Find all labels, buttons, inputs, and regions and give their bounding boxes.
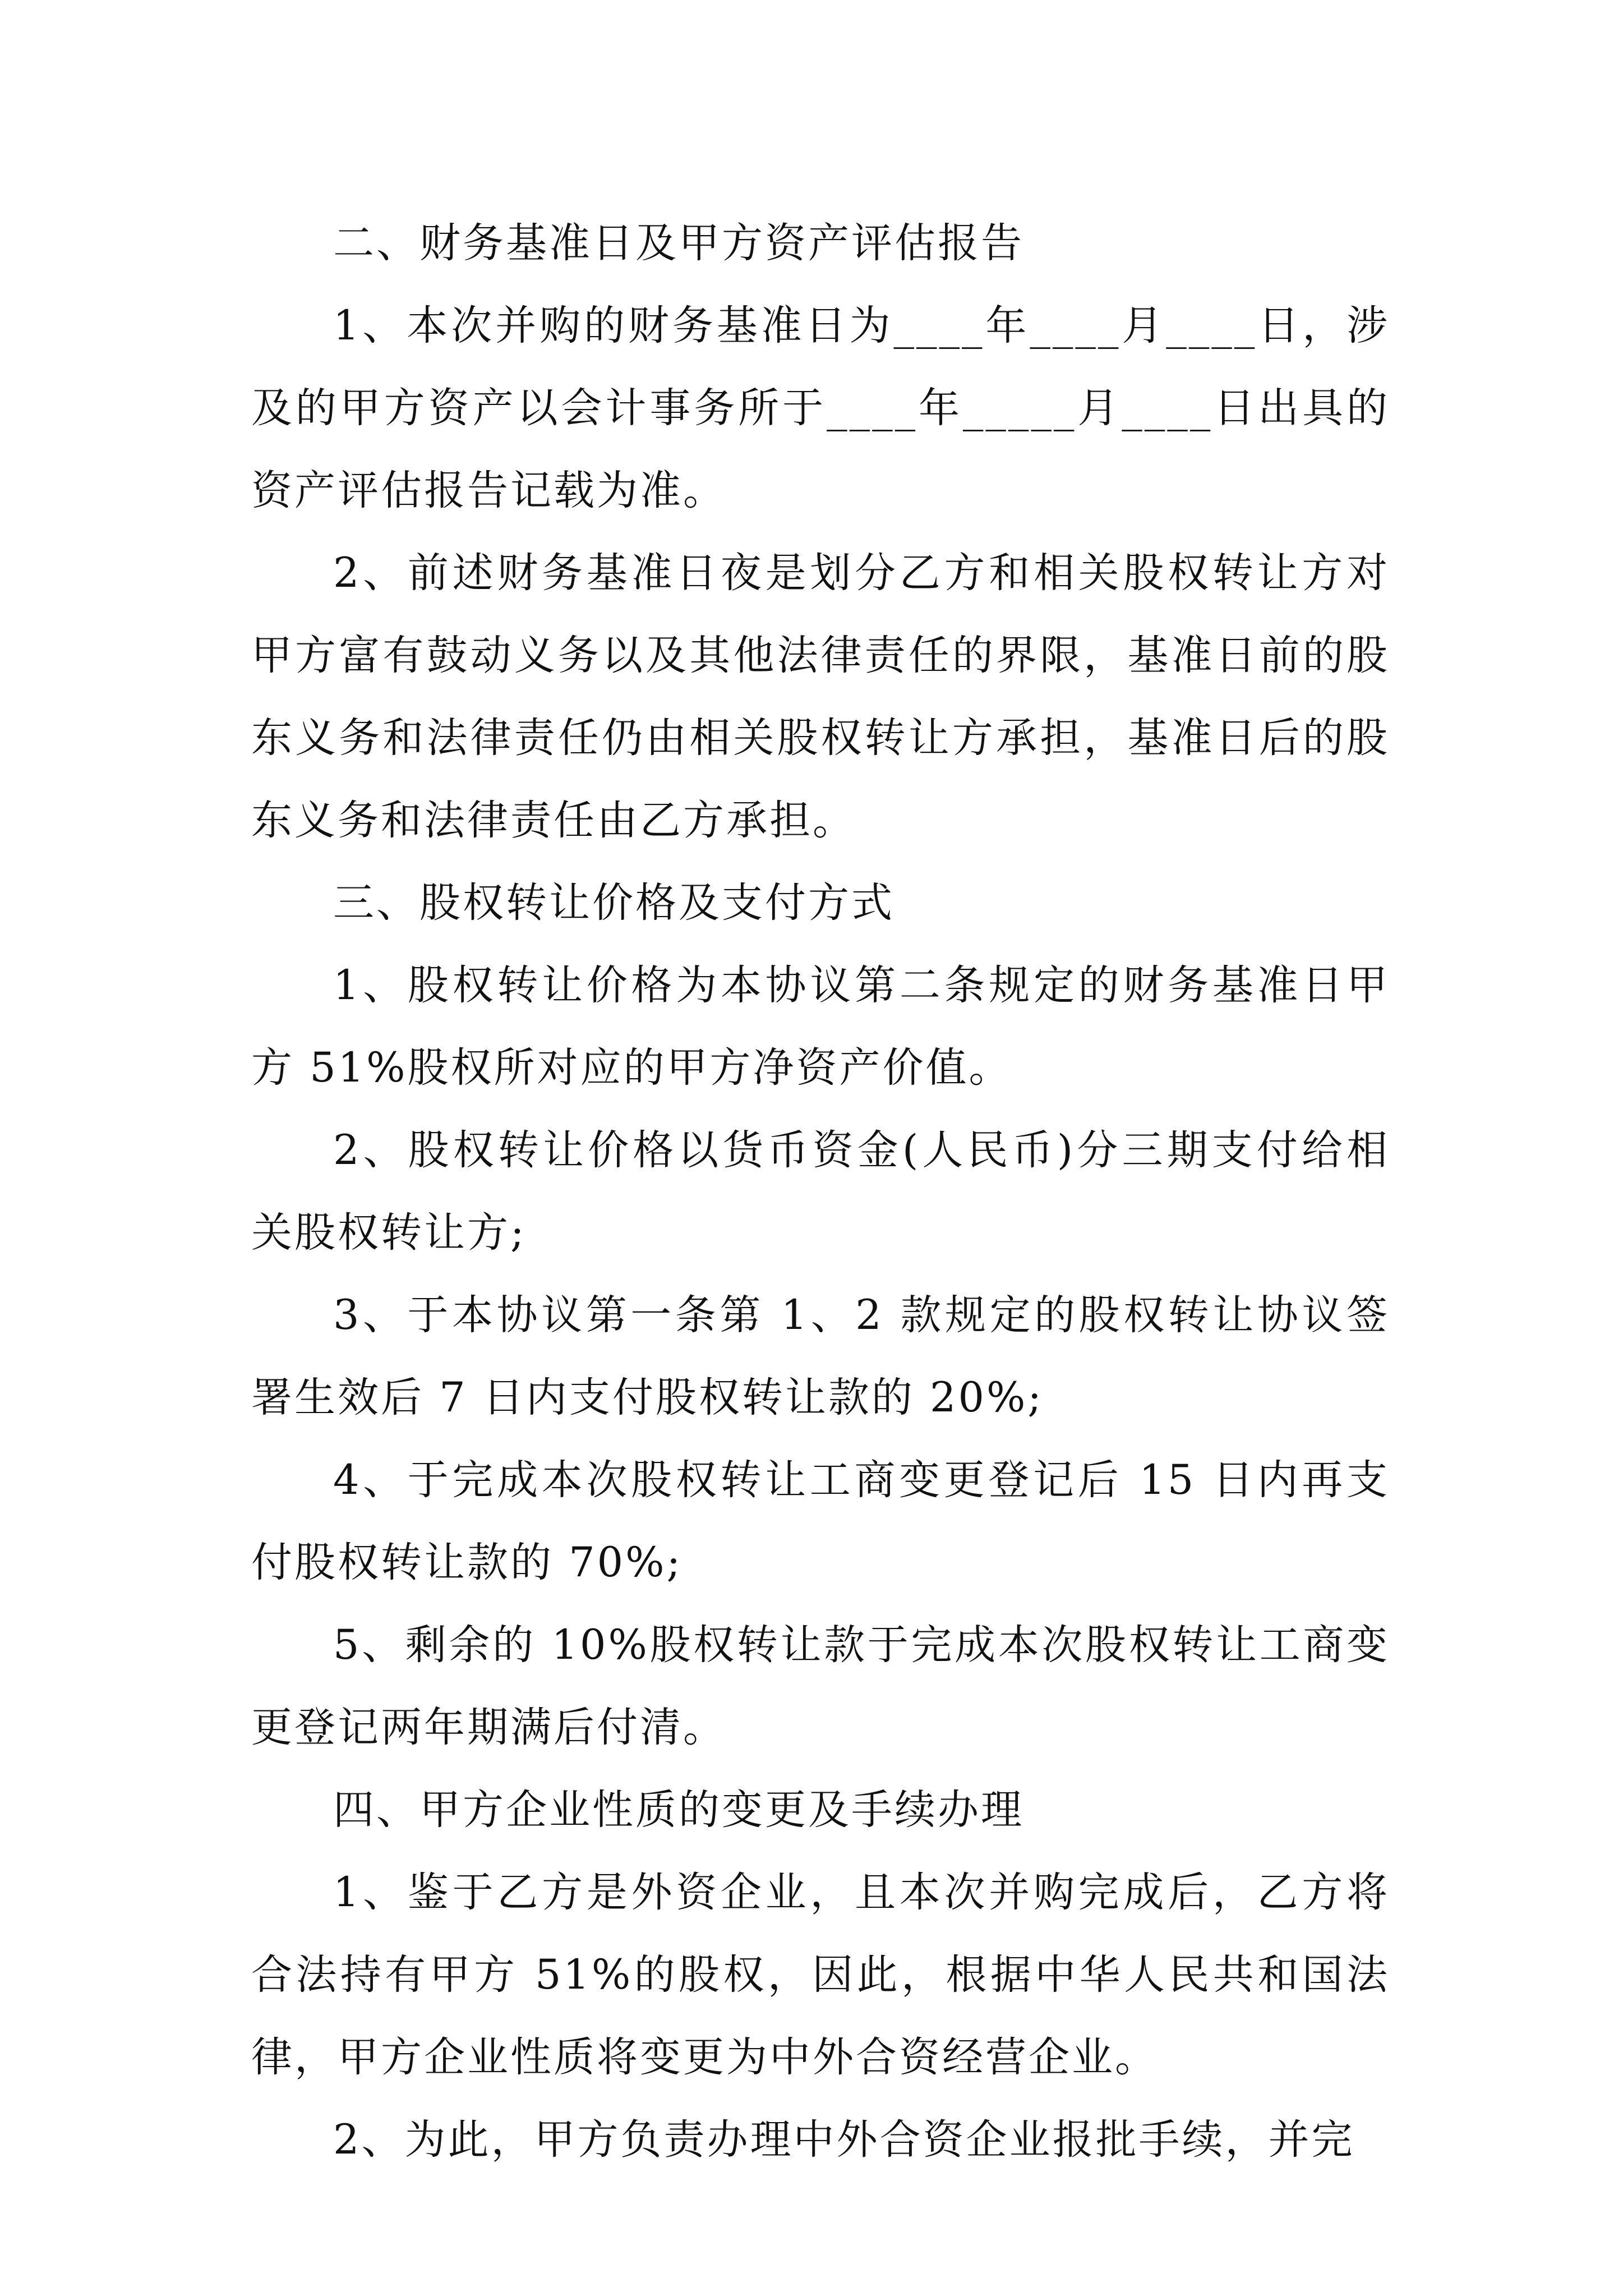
section-heading-three: 三、股权转让价格及支付方式	[333, 879, 895, 927]
document-body	[251, 202, 1390, 2181]
paragraph: 2、为此，甲方负责办理中外合资企业报批手续，并完	[333, 2116, 1355, 2164]
paragraph: 1、鉴于乙方是外资企业，且本次并购完成后，乙方将合法持有甲方 51%的股权，因此，根据中华人民共和国法律，甲方企业性质将变更为中外合资经营企业。	[251, 1869, 1390, 2081]
paragraph: 1、本次并购的财务基准日为____年____月____日，涉及的甲方资产以会计事务所于____年_____月____日出具的资产评估报告记载为准。	[251, 302, 1390, 514]
paragraph: 2、前述财务基准日夜是划分乙方和相关股权转让方对甲方富有鼓动义务以及其他法律责任的界限，基准日前的股东义务和法律责任仍由相关股权转让方承担，基准日后的股东义务和法律责任由乙方承担。	[251, 549, 1390, 844]
paragraph: 3、于本协议第一条第 1、2 款规定的股权转让协议签署生效后 7 日内支付股权转让款的 20%;	[251, 1291, 1390, 1421]
section-heading-two: 二、财务基准日及甲方资产评估报告	[333, 219, 1024, 267]
paragraph: 2、股权转让价格以货币资金(人民币)分三期支付给相关股权转让方;	[251, 1126, 1390, 1257]
paragraph: 5、剩余的 10%股权转让款于完成本次股权转让工商变更登记两年期满后付清。	[251, 1621, 1390, 1751]
section-heading-four: 四、甲方企业性质的变更及手续办理	[333, 1786, 1024, 1834]
paragraph: 4、于完成本次股权转让工商变更登记后 15 日内再支付股权转让款的 70%;	[251, 1456, 1390, 1586]
paragraph: 1、股权转让价格为本协议第二条规定的财务基准日甲方 51%股权所对应的甲方净资产价值。	[251, 961, 1390, 1092]
